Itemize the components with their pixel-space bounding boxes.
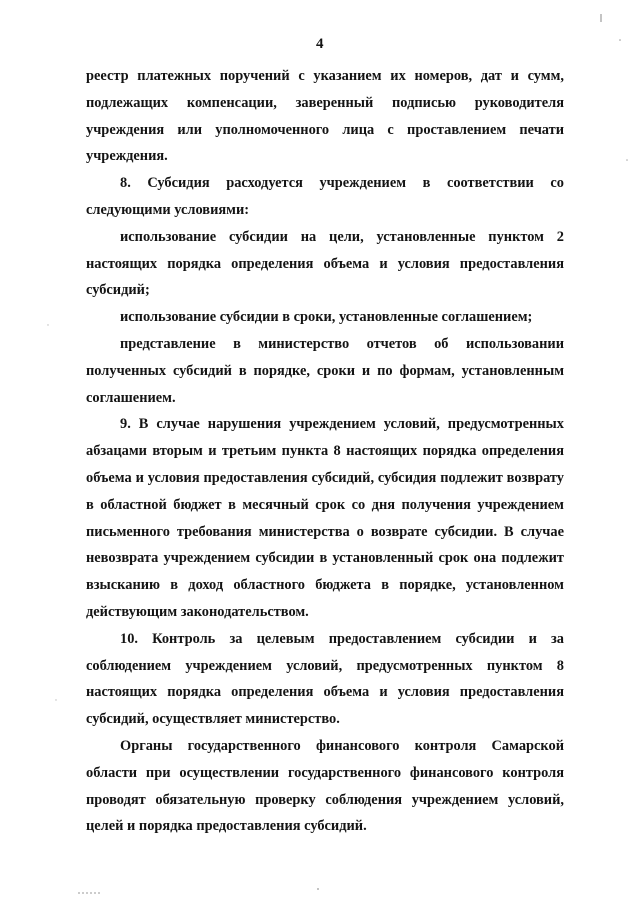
- paragraph-financial-control: Органы государственного финансового контроля Самарской области при осуществлении государственного финансового контроля проводят обязательную проверку соблюдения учреждением условий, целей и порядка предоставления субсидий.: [86, 737, 564, 835]
- scan-dot-left-1: [47, 324, 48, 325]
- paragraph-condition-purpose: использование субсидии на цели, установленные пунктом 2 настоящих порядка определения объема и условия предоставления субсидий;: [86, 228, 564, 299]
- scan-dot-left-2: [55, 699, 56, 700]
- paragraph-item-10: 10. Контроль за целевым предоставлением субсидии и за соблюдением учреждением условий, предусмотренных пунктом 8 настоящих порядка определения объема и условия предоставления субсидий, осуществляет министерство.: [86, 630, 564, 728]
- scan-dot-right-2: [626, 159, 628, 161]
- paragraph-condition-terms: использование субсидии в сроки, установленные соглашением;: [120, 309, 533, 326]
- paragraph-item-8: 8. Субсидия расходуется учреждением в соответствии со следующими условиями:: [86, 175, 564, 218]
- document-body: [86, 63, 564, 840]
- scan-dot-bottom: [317, 888, 319, 890]
- paragraph-item-9: 9. В случае нарушения учреждением условий, предусмотренных абзацами вторым и третьим пункта 8 настоящих порядка определения объема и условия предоставления субсидий, субсидия подлежит возврату в областной бюджет в месячный срок со дня получения учреждением письменного требования министерства о возврате субсидии. В случае невозврата учреждением субсидии в установленный срок она подлежит взысканию в доход областного бюджета в порядке, установленном действующим законодательством.: [86, 416, 564, 620]
- paragraph-condition-reports: представление в министерство отчетов об использовании полученных субсидий в порядке, сроки и по формам, установленным соглашением.: [86, 335, 564, 406]
- paragraph-registry-continuation: реестр платежных поручений с указанием их номеров, дат и сумм, подлежащих компенсации, заверенный подписью руководителя учреждения или уполномоченного лица с проставлением печати учреждения.: [86, 68, 564, 165]
- page-number: 4: [316, 36, 324, 52]
